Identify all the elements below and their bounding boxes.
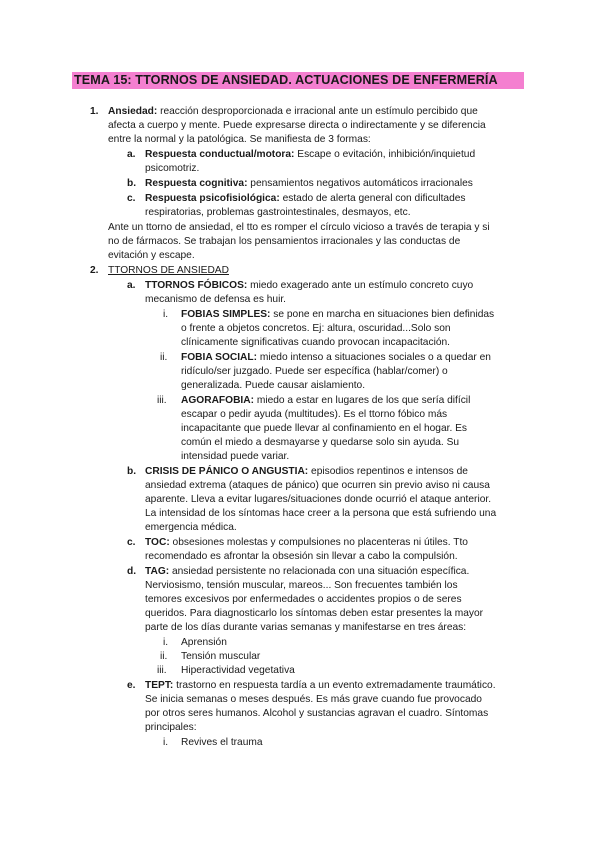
item-2d-i-mark: i. bbox=[163, 637, 169, 648]
item-2a-iii-line-3: incapacitante que puede llevar al confinamiento en el hogar. Es bbox=[181, 423, 468, 434]
item-2a-ii-term: FOBIA SOCIAL: bbox=[181, 352, 258, 363]
item-2e-line-1 bbox=[145, 679, 496, 693]
section-1-line-2: afecta a cuerpo y mente. Puede expresarse directa o indirectamente y se diferencia bbox=[108, 120, 486, 131]
item-2a-i-line-3: clínicamente significativas cuando provocan incapacitación. bbox=[181, 337, 450, 348]
section-1-number: 1. bbox=[90, 106, 99, 117]
item-2c-mark: c. bbox=[127, 537, 136, 548]
item-2e-mark: e. bbox=[127, 680, 136, 691]
item-1b-mark: b. bbox=[127, 178, 137, 189]
item-2d-mark: d. bbox=[127, 566, 137, 577]
item-2a-line-1 bbox=[145, 279, 473, 293]
section-2-heading: TTORNOS DE ANSIEDAD bbox=[108, 265, 229, 276]
item-2b-mark: b. bbox=[127, 466, 137, 477]
item-1a-text: Escape o evitación, inhibición/inquietud bbox=[294, 149, 476, 160]
item-2d-line-5: parte de los días durante varias semanas y manifestarse en tres áreas: bbox=[145, 622, 467, 633]
item-2a-ii-line-3: generalizada. Puede causar aislamiento. bbox=[181, 380, 366, 391]
item-2c-line-2: recomendado es afrontar la obsesión sin llevar a cabo la compulsión. bbox=[145, 551, 458, 562]
item-2a-term: TTORNOS FÓBICOS: bbox=[145, 280, 248, 291]
item-2a-i-term: FOBIAS SIMPLES: bbox=[181, 309, 271, 320]
item-1c-term: Respuesta psicofisiológica: bbox=[145, 193, 280, 204]
item-2a-ii-line-2: ridículo/ser juzgado. Puede ser específica (hablar/comer) o bbox=[181, 366, 448, 377]
item-2b-line-5: emergencia médica. bbox=[145, 522, 237, 533]
item-2a-iii-line-5: intensidad puede variar. bbox=[181, 451, 290, 462]
item-2a-iii-line-1 bbox=[181, 394, 470, 408]
item-2b-line-3: aparente. Lleva a evitar lugares/situaciones donde ocurrió el ataque anterior. bbox=[145, 494, 492, 505]
item-1c-mark: c. bbox=[127, 193, 136, 204]
item-2a-iii-line-4: común el miedo a desmayarse y quedarse solo sin ayuda. Su bbox=[181, 437, 460, 448]
item-2b-term: CRISIS DE PÁNICO O ANGUSTIA: bbox=[145, 466, 309, 477]
item-2a-ii-line-1 bbox=[181, 351, 491, 365]
item-2a-ii-text: miedo intenso a situaciones sociales o a quedar en bbox=[257, 352, 491, 363]
item-2a-line-2: mecanismo de defensa es huir. bbox=[145, 294, 287, 305]
item-2d-i-text: Aprensión bbox=[181, 637, 227, 648]
item-2e-text: trastorno en respuesta tardía a un evento extremadamente traumático. bbox=[173, 680, 496, 691]
item-1c-line-1 bbox=[145, 192, 466, 206]
item-1a-line-2: psicomotriz. bbox=[145, 163, 200, 174]
item-2c-line-1 bbox=[145, 536, 468, 550]
item-2b-line-2: ansiedad extrema (ataques de pánico) que ocurren sin previo aviso ni causa bbox=[145, 480, 490, 491]
item-2a-i-line-1 bbox=[181, 308, 494, 322]
item-1c-text: estado de alerta general con dificultades bbox=[279, 193, 466, 204]
section-1-after-3: evitación y escape. bbox=[108, 250, 195, 261]
item-2a-ii-mark: ii. bbox=[160, 352, 168, 363]
section-1-term: Ansiedad: bbox=[108, 106, 158, 117]
item-1b-text: pensamientos negativos automáticos irracionales bbox=[247, 178, 473, 189]
item-2a-text: miedo exagerado ante un estímulo concreto cuyo bbox=[247, 280, 474, 291]
section-1-text: reacción desproporcionada e irracional ante un estímulo percibido que bbox=[157, 106, 478, 117]
item-1c-line-2: respiratorias, problemas gastrointestinales, desmayos, etc. bbox=[145, 207, 411, 218]
item-2c-text: obsesiones molestas y compulsiones no placenteras ni útiles. Tto bbox=[169, 537, 468, 548]
section-2-number: 2. bbox=[90, 265, 99, 276]
section-1-line-1 bbox=[108, 105, 478, 119]
item-2e-term: TEPT: bbox=[145, 680, 174, 691]
item-2d-iii-text: Hiperactividad vegetativa bbox=[181, 665, 295, 676]
item-2a-iii-mark: iii. bbox=[157, 395, 167, 406]
item-2e-line-3: por otros seres humanos. Alcohol y sustancias agravan el cuadro. Síntomas bbox=[145, 708, 489, 719]
item-2a-i-mark: i. bbox=[163, 309, 169, 320]
section-1-line-3: entre la normal y la patológica. Se manifiesta de 3 formas: bbox=[108, 134, 371, 145]
item-2b-text: episodios repentinos e intensos de bbox=[308, 466, 468, 477]
item-2d-line-2: Nerviosismo, tensión muscular, mareos... Son frecuentes también los bbox=[145, 580, 458, 591]
section-1-after-2: no de fármacos. Se trabajan los pensamientos irracionales y las conductas de bbox=[108, 236, 461, 247]
item-2d-ii-mark: ii. bbox=[160, 651, 168, 662]
item-2b-line-4: La intensidad de los síntomas hace creer a la persona que está sufriendo una bbox=[145, 508, 497, 519]
page-title: TEMA 15: TTORNOS DE ANSIEDAD. ACTUACIONES DE ENFERMERÍA bbox=[74, 73, 498, 87]
item-2d-ii-text: Tensión muscular bbox=[181, 651, 261, 662]
item-1b-line-1 bbox=[145, 177, 473, 191]
item-1b-term: Respuesta cognitiva: bbox=[145, 178, 248, 189]
item-2a-i-text: se pone en marcha en situaciones bien definidas bbox=[270, 309, 495, 320]
item-2e-line-4: principales: bbox=[145, 722, 197, 733]
item-2d-iii-mark: iii. bbox=[157, 665, 167, 676]
item-2d-text: ansiedad persistente no relacionada con una situación específica. bbox=[169, 566, 470, 577]
item-1a-term: Respuesta conductual/motora: bbox=[145, 149, 295, 160]
item-1a-mark: a. bbox=[127, 149, 136, 160]
item-2d-line-4: queridos. Para diagnosticarlo los síntomas deben estar presentes la mayor bbox=[145, 608, 484, 619]
item-2b-line-1 bbox=[145, 465, 468, 479]
item-2e-line-2: Se inicia semanas o meses después. Es más grave cuando fue provocado bbox=[145, 694, 482, 705]
section-1-after-1: Ante un ttorno de ansiedad, el tto es romper el círculo vicioso a través de terapia y si bbox=[108, 222, 490, 233]
item-2a-iii-term: AGORAFOBIA: bbox=[181, 395, 255, 406]
item-2e-i-mark: i. bbox=[163, 737, 169, 748]
item-2c-term: TOC: bbox=[145, 537, 170, 548]
item-2a-mark: a. bbox=[127, 280, 136, 291]
item-2d-line-3: temores excesivos por enfermedades o accidentes propios o de seres bbox=[145, 594, 462, 605]
item-2a-iii-text: miedo a estar en lugares de los que sería difícil bbox=[254, 395, 471, 406]
item-2a-iii-line-2: escapar o pedir ayuda (multitudes). Es el ttorno fóbico más bbox=[181, 409, 448, 420]
item-2a-i-line-2: o frente a objetos concretos. Ej: altura, oscuridad...Solo son bbox=[181, 323, 451, 334]
item-2e-i-text: Revives el trauma bbox=[181, 737, 263, 748]
item-2d-term: TAG: bbox=[145, 566, 170, 577]
item-1a-line-1 bbox=[145, 148, 475, 162]
item-2d-line-1 bbox=[145, 565, 469, 579]
